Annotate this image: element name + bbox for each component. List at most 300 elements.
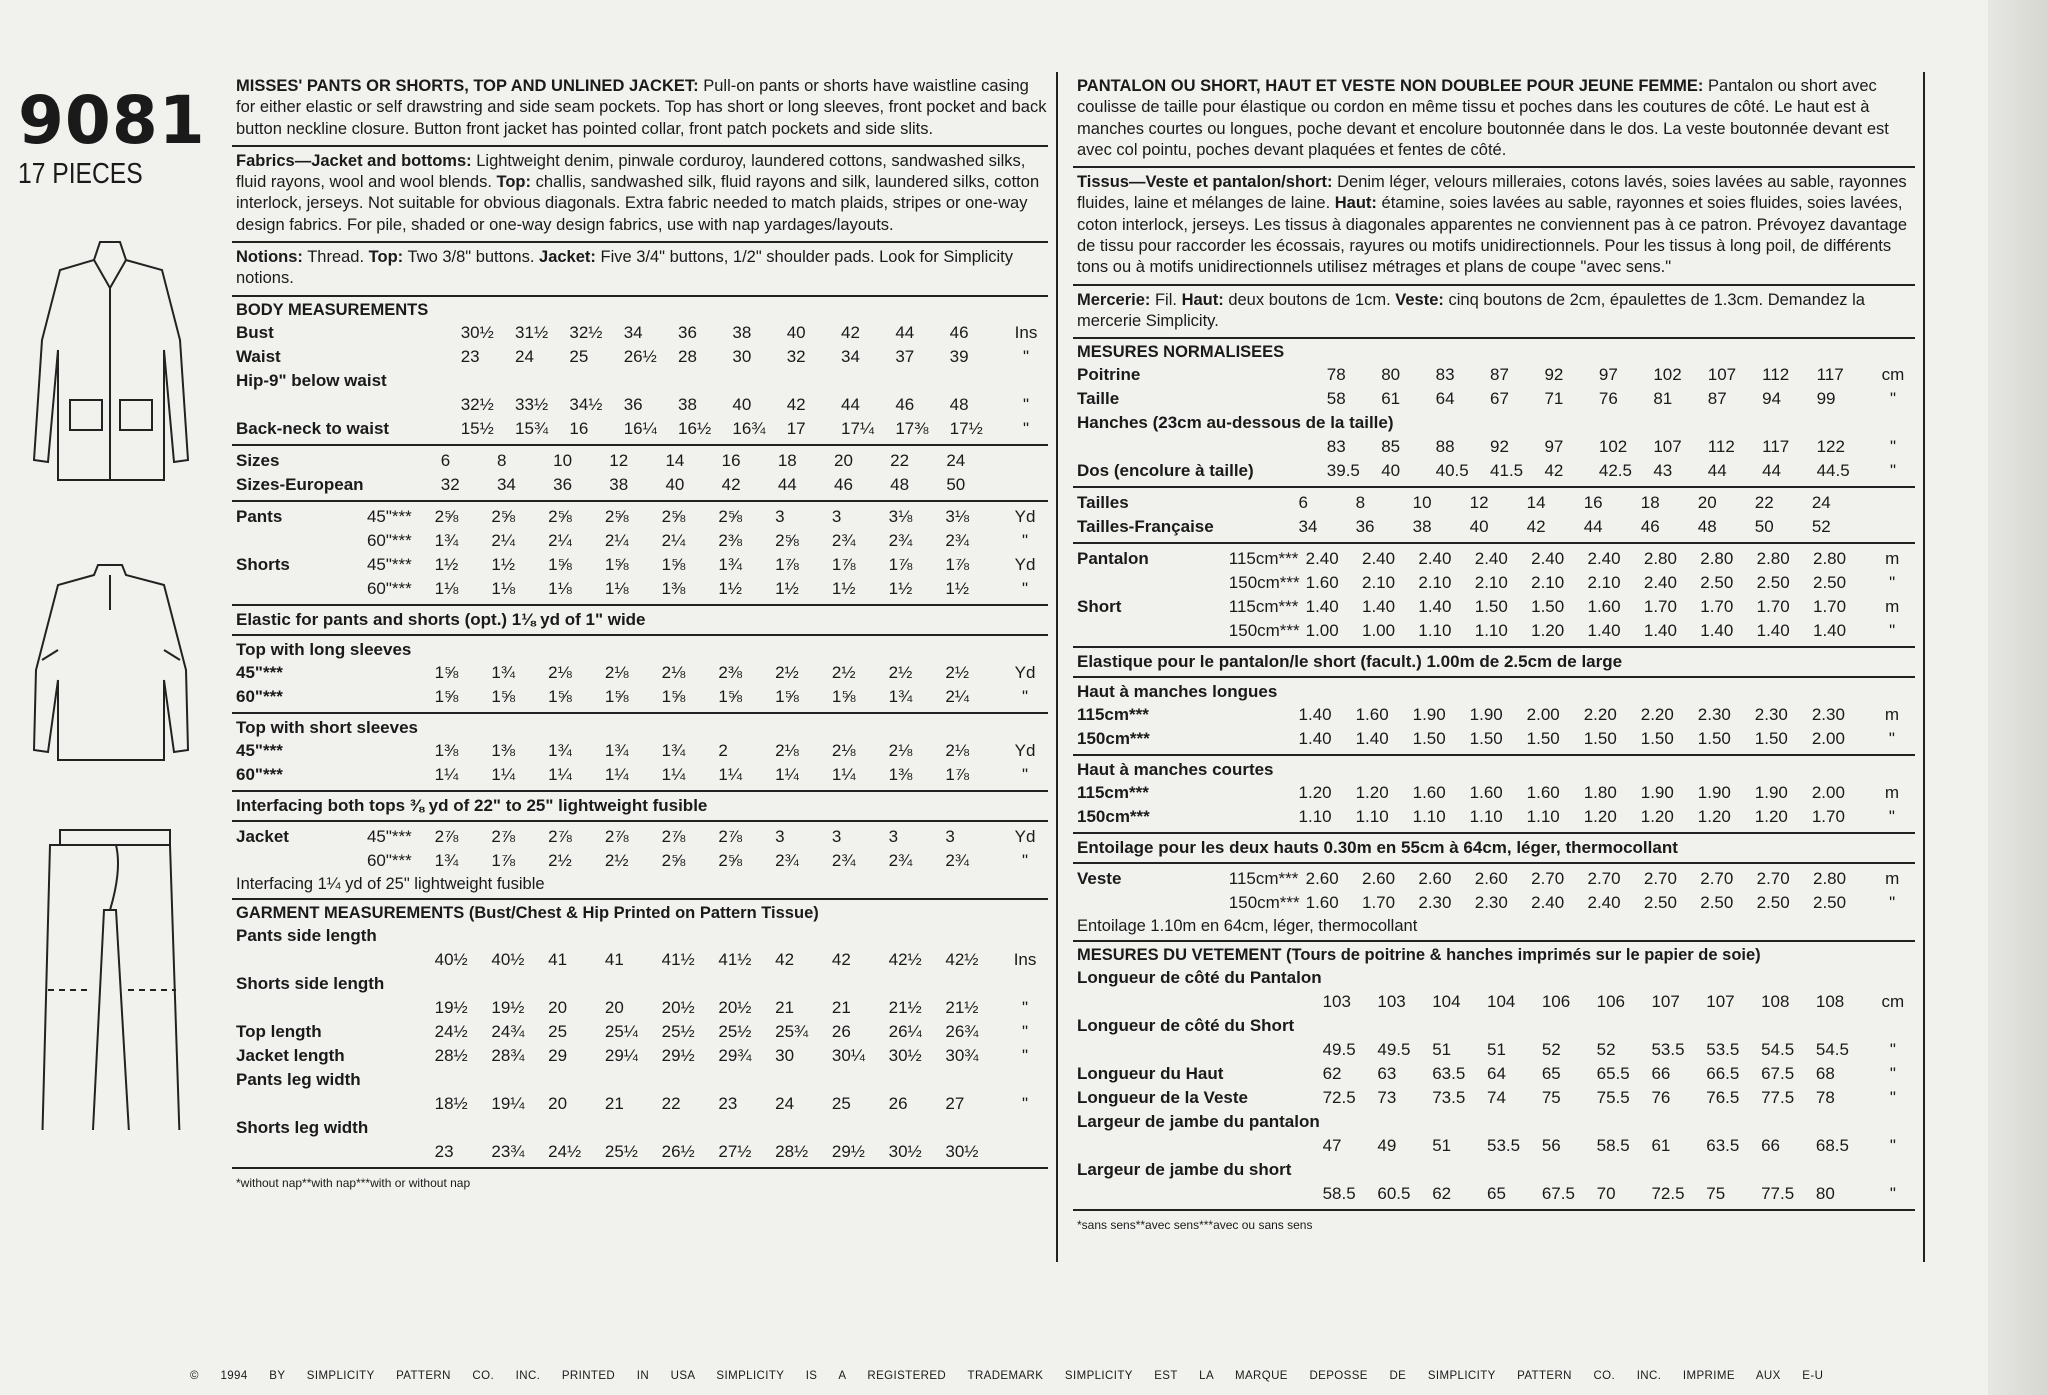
row-label: Tailles bbox=[1077, 493, 1129, 513]
table-cell: 62 bbox=[1432, 1184, 1452, 1204]
table-cell: 3⅛ bbox=[888, 506, 913, 526]
table-cell: 85 bbox=[1381, 437, 1401, 457]
table-cell: 102 bbox=[1598, 437, 1628, 457]
english-column bbox=[232, 72, 1058, 1262]
table-cell: 40½ bbox=[434, 949, 468, 969]
table-cell: 2½ bbox=[775, 662, 799, 682]
table-cell: 1¾ bbox=[434, 530, 459, 550]
table-cell: 20½ bbox=[661, 997, 695, 1017]
table-cell: 53.5 bbox=[1706, 1040, 1740, 1060]
table-cell: 2½ bbox=[888, 662, 913, 682]
unit-cell: m bbox=[1884, 705, 1900, 725]
table-cell: 1⅝ bbox=[434, 686, 459, 706]
row-sub: 45"*** bbox=[366, 506, 412, 526]
table-cell: 1½ bbox=[831, 578, 856, 598]
table-row bbox=[1077, 571, 1915, 595]
row-label bbox=[1077, 571, 1229, 595]
en-pants-side-label: Pants side length bbox=[236, 925, 377, 945]
table-cell: 1.70 bbox=[1811, 807, 1845, 827]
table-row bbox=[236, 449, 1048, 473]
table-cell: 2¾ bbox=[775, 850, 799, 870]
row-sub: 150cm*** bbox=[1228, 893, 1300, 913]
table-row bbox=[1077, 547, 1915, 571]
table-cell: 48 bbox=[1697, 517, 1717, 537]
french-column bbox=[1073, 72, 1925, 1262]
table-row bbox=[1077, 727, 1915, 751]
table-cell: 1⅞ bbox=[945, 764, 969, 784]
table-cell: 1.80 bbox=[1583, 783, 1617, 803]
table-cell: 1.40 bbox=[1643, 621, 1677, 641]
table-cell: 2⅝ bbox=[548, 506, 572, 526]
row-label: Jacket length bbox=[236, 1045, 345, 1065]
table-cell: 1⅝ bbox=[604, 686, 629, 706]
en-pants-shorts-yardage bbox=[232, 502, 1048, 606]
table-cell: 1.10 bbox=[1298, 807, 1332, 827]
table-cell: 1.20 bbox=[1583, 807, 1617, 827]
en-description bbox=[232, 72, 1048, 147]
table-cell: 14 bbox=[665, 450, 685, 470]
table-cell: 1⅛ bbox=[491, 578, 515, 598]
en-garment-title: GARMENT MEASUREMENTS (Bust/Chest & Hip Printed on Pattern Tissue) bbox=[236, 903, 819, 922]
row-label: Taille bbox=[1077, 389, 1120, 409]
unit-cell: m bbox=[1885, 869, 1900, 889]
table-cell: 52 bbox=[1811, 517, 1831, 537]
table-cell: 1.20 bbox=[1754, 807, 1788, 827]
table-cell: 1.60 bbox=[1412, 783, 1446, 803]
table-row bbox=[236, 1140, 1048, 1164]
en-notions bbox=[232, 243, 1048, 297]
table-row bbox=[236, 321, 1048, 345]
table-cell: 65.5 bbox=[1596, 1064, 1630, 1084]
table-cell: 2.10 bbox=[1587, 573, 1621, 593]
table-cell: 2.00 bbox=[1811, 729, 1845, 749]
table-cell: 14 bbox=[1526, 493, 1546, 513]
table-cell: 1¼ bbox=[831, 764, 856, 784]
table-cell: 2¼ bbox=[548, 530, 572, 550]
fr-top-long-label: Haut à manches longues bbox=[1077, 682, 1278, 702]
row-label: 60"*** bbox=[236, 686, 283, 706]
table-cell: 44 bbox=[841, 394, 860, 414]
unit-cell: " bbox=[1889, 621, 1896, 641]
table-cell: 80 bbox=[1381, 365, 1401, 385]
unit-cell: " bbox=[1889, 1136, 1896, 1156]
table-row bbox=[1077, 703, 1915, 727]
table-cell: 19½ bbox=[491, 997, 525, 1017]
table-cell: 1.70 bbox=[1756, 597, 1790, 617]
table-cell: 2⅞ bbox=[548, 826, 572, 846]
table-row bbox=[236, 661, 1048, 685]
row-label bbox=[236, 996, 367, 1020]
table-row bbox=[1077, 1014, 1915, 1038]
fr-garment-table bbox=[1077, 966, 1915, 1206]
table-cell: 1⅞ bbox=[775, 554, 799, 574]
table-cell: 2⅝ bbox=[775, 530, 799, 550]
table-cell: 87 bbox=[1490, 365, 1509, 385]
table-cell: 25½ bbox=[661, 1021, 695, 1041]
en-elastic bbox=[232, 606, 1048, 636]
row-label: 45"*** bbox=[236, 662, 283, 682]
table-cell: 80 bbox=[1815, 1184, 1835, 1204]
table-cell: 66 bbox=[1651, 1064, 1671, 1084]
table-cell: 44.5 bbox=[1816, 461, 1850, 481]
unit-cell: " bbox=[1889, 1064, 1896, 1084]
row-label bbox=[1077, 435, 1262, 459]
table-cell: 1⅝ bbox=[718, 686, 742, 706]
table-cell: 2⅛ bbox=[661, 662, 686, 682]
table-cell: 46 bbox=[949, 322, 969, 342]
row-label bbox=[236, 1140, 367, 1164]
en-top-long-yardage bbox=[232, 636, 1048, 714]
row-sub bbox=[374, 473, 441, 497]
row-sub: 60"*** bbox=[366, 578, 412, 598]
table-cell: 30¼ bbox=[831, 1045, 865, 1065]
table-cell: 106 bbox=[1596, 992, 1626, 1012]
row-label bbox=[1077, 990, 1257, 1014]
table-cell: 2⅝ bbox=[604, 506, 629, 526]
table-cell: 1.20 bbox=[1531, 621, 1565, 641]
table-row bbox=[1077, 1182, 1915, 1206]
row-sub bbox=[396, 417, 461, 441]
table-cell: 70 bbox=[1596, 1184, 1616, 1204]
table-cell: 1.60 bbox=[1469, 783, 1503, 803]
pattern-pieces-count: 17 PIECES bbox=[18, 158, 143, 190]
table-cell: 1¼ bbox=[661, 764, 686, 784]
table-cell: 1.00 bbox=[1305, 621, 1339, 641]
table-cell: 107 bbox=[1653, 437, 1682, 457]
table-row bbox=[236, 996, 1048, 1020]
table-row bbox=[1077, 805, 1915, 829]
table-row bbox=[236, 345, 1048, 369]
table-cell: 58.5 bbox=[1596, 1136, 1630, 1156]
table-cell: 2⅞ bbox=[718, 826, 742, 846]
fr-top-short-yardage bbox=[1073, 756, 1915, 834]
table-row bbox=[1077, 891, 1915, 915]
fr-interfacing-tops bbox=[1073, 834, 1915, 864]
table-cell: 1¾ bbox=[888, 686, 913, 706]
table-cell: 29¾ bbox=[718, 1045, 752, 1065]
table-row bbox=[236, 505, 1048, 529]
en-jacket-yardage bbox=[232, 822, 1048, 900]
table-cell: 51 bbox=[1432, 1136, 1452, 1156]
table-cell: 2.30 bbox=[1474, 893, 1508, 913]
table-cell: 44 bbox=[1707, 461, 1727, 481]
table-row bbox=[1077, 411, 1915, 435]
table-cell: 2.50 bbox=[1756, 573, 1790, 593]
pattern-number: 9081 bbox=[18, 82, 206, 159]
table-cell: 75.5 bbox=[1596, 1088, 1630, 1108]
table-cell: 18 bbox=[777, 450, 797, 470]
table-row bbox=[236, 529, 1048, 553]
en-garment-measurements bbox=[232, 900, 1048, 1169]
table-cell: 1.20 bbox=[1697, 807, 1731, 827]
table-cell: 16¾ bbox=[732, 418, 766, 438]
table-cell: 25¼ bbox=[604, 1021, 638, 1041]
table-cell: 20 bbox=[548, 1093, 568, 1113]
table-cell: 2¾ bbox=[831, 850, 856, 870]
table-cell: 56 bbox=[1541, 1136, 1561, 1156]
table-cell: 20½ bbox=[718, 997, 752, 1017]
table-cell: 65 bbox=[1487, 1184, 1506, 1204]
fr-jacket-yardage bbox=[1073, 864, 1915, 942]
unit-cell: " bbox=[1889, 1184, 1896, 1204]
en-top-long-label: Top with long sleeves bbox=[236, 639, 412, 659]
table-cell: 2.30 bbox=[1697, 705, 1731, 725]
table-cell: 2⅜ bbox=[718, 530, 742, 550]
table-cell: 1½ bbox=[491, 554, 515, 574]
table-cell: 1½ bbox=[945, 578, 969, 598]
unit-cell: " bbox=[1022, 764, 1029, 784]
unit-cell: " bbox=[1888, 729, 1895, 749]
row-label bbox=[1077, 619, 1229, 643]
table-cell: 2.50 bbox=[1813, 573, 1847, 593]
unit-cell: Yd bbox=[1014, 662, 1036, 682]
table-cell: 37 bbox=[895, 346, 915, 366]
table-cell: 53.5 bbox=[1487, 1136, 1521, 1156]
row-sub bbox=[367, 661, 435, 685]
table-cell: 2¾ bbox=[945, 530, 969, 550]
unit-cell: m bbox=[1884, 783, 1900, 803]
table-row bbox=[236, 473, 1048, 497]
row-label: Longueur de la Veste bbox=[1077, 1088, 1248, 1108]
table-row bbox=[1077, 1086, 1915, 1110]
table-cell: 76.5 bbox=[1706, 1088, 1740, 1108]
table-cell: 1⅞ bbox=[888, 554, 913, 574]
table-cell: 1¾ bbox=[434, 850, 459, 870]
table-cell: 20 bbox=[548, 997, 568, 1017]
table-cell: 94 bbox=[1762, 389, 1782, 409]
table-cell: 2.60 bbox=[1305, 869, 1339, 889]
row-label: Back-neck to waist bbox=[236, 418, 390, 438]
table-cell: 54.5 bbox=[1815, 1040, 1849, 1060]
en-top-short-yardage bbox=[232, 714, 1048, 792]
table-cell: 19¼ bbox=[491, 1093, 525, 1113]
table-cell: 1⅞ bbox=[491, 850, 515, 870]
table-cell: 1.90 bbox=[1754, 783, 1788, 803]
table-cell: 42 bbox=[831, 949, 851, 969]
table-cell: 34 bbox=[623, 322, 643, 342]
table-cell: 32½ bbox=[569, 322, 603, 342]
table-cell: 1.50 bbox=[1469, 729, 1503, 749]
unit-cell: " bbox=[1022, 394, 1030, 414]
fr-fabrics-top-body: étamine, soies lavées au sable, rayonnes et soies fluides, soies lavées, coton interlock, jerseys. Les tissus à diagonales apparentes ne conviennent pas à ce patron. Prévoyez davantage de tissu pour raccorder les écossais, rayures ou motifs unidirectionnels. Pour les tissus à long poil, de différents tons ou à motifs unidirectionnels utilisez métrages et plans de coupe "avec sens." bbox=[1077, 194, 1908, 277]
table-row bbox=[236, 553, 1048, 577]
en-hip-label: Hip-9" below waist bbox=[236, 370, 387, 390]
table-cell: 21½ bbox=[888, 997, 922, 1017]
table-cell: 1⅝ bbox=[491, 686, 515, 706]
row-label bbox=[236, 948, 367, 972]
table-cell: 2⅛ bbox=[888, 740, 913, 760]
en-fabrics-title: Fabrics—Jacket and bottoms: bbox=[236, 151, 472, 170]
table-cell: 71 bbox=[1544, 389, 1564, 409]
en-notions-jacket-body: Five 3/4" buttons, 1/2" shoulder pads. Look for Simplicity notions. bbox=[236, 248, 1013, 288]
table-cell: 19½ bbox=[434, 997, 468, 1017]
table-row bbox=[1077, 867, 1915, 891]
table-cell: 44 bbox=[895, 322, 915, 342]
table-cell: 1⅜ bbox=[661, 578, 686, 598]
en-footnote: *without nap**with nap***with or without nap bbox=[236, 1175, 471, 1190]
table-cell: 17 bbox=[786, 418, 806, 438]
table-cell: 63.5 bbox=[1706, 1136, 1740, 1156]
table-cell: 2.60 bbox=[1474, 869, 1508, 889]
row-label: 115cm*** bbox=[1077, 705, 1149, 725]
table-cell: 65 bbox=[1541, 1064, 1561, 1084]
table-cell: 30½ bbox=[888, 1045, 922, 1065]
row-label bbox=[1077, 1134, 1257, 1158]
table-cell: 2¼ bbox=[604, 530, 629, 550]
table-cell: 75 bbox=[1541, 1088, 1561, 1108]
row-sub bbox=[396, 393, 461, 417]
table-cell: 1.50 bbox=[1754, 729, 1788, 749]
table-row bbox=[236, 685, 1048, 709]
table-cell: 1¼ bbox=[434, 764, 459, 784]
en-top-short-label: Top with short sleeves bbox=[236, 717, 419, 737]
table-cell: 2.70 bbox=[1531, 869, 1565, 889]
table-cell: 1.10 bbox=[1412, 807, 1446, 827]
row-label: Sizes bbox=[236, 450, 280, 470]
fr-body-table bbox=[1077, 363, 1915, 483]
table-cell: 97 bbox=[1544, 437, 1564, 457]
table-cell: 2½ bbox=[548, 850, 572, 870]
table-cell: 38 bbox=[732, 322, 752, 342]
table-cell: 1¾ bbox=[661, 740, 686, 760]
unit-cell: Yd bbox=[1014, 506, 1036, 526]
table-cell: 8 bbox=[1355, 493, 1366, 513]
table-cell: 15½ bbox=[460, 418, 494, 438]
fr-pants-leg-label: Largeur de jambe du pantalon bbox=[1077, 1112, 1320, 1132]
table-row bbox=[1077, 619, 1915, 643]
table-cell: 28½ bbox=[775, 1141, 809, 1161]
en-pants-leg-label: Pants leg width bbox=[236, 1069, 361, 1089]
table-cell: 63.5 bbox=[1432, 1064, 1466, 1084]
table-cell: 81 bbox=[1653, 389, 1673, 409]
table-cell: 2.40 bbox=[1531, 893, 1565, 913]
table-cell: 2½ bbox=[604, 850, 629, 870]
table-cell: 20 bbox=[833, 450, 853, 470]
table-row bbox=[236, 1020, 1048, 1044]
table-cell: 2.80 bbox=[1700, 549, 1734, 569]
table-cell: 1½ bbox=[434, 554, 459, 574]
table-cell: 1⅝ bbox=[775, 686, 799, 706]
table-cell: 1.40 bbox=[1700, 621, 1734, 641]
table-row bbox=[236, 739, 1048, 763]
table-cell: 50 bbox=[946, 474, 966, 494]
en-shorts-leg-label: Shorts leg width bbox=[236, 1117, 369, 1137]
table-cell: 107 bbox=[1707, 365, 1737, 385]
row-sub: 45"*** bbox=[366, 554, 412, 574]
table-cell: 92 bbox=[1490, 437, 1509, 457]
table-cell: 27 bbox=[945, 1093, 965, 1113]
row-sub: 45"*** bbox=[366, 826, 412, 846]
table-cell: 24 bbox=[1811, 493, 1831, 513]
row-sub bbox=[1231, 781, 1299, 805]
table-cell: 1.50 bbox=[1474, 597, 1508, 617]
table-cell: 48 bbox=[949, 394, 969, 414]
table-cell: 103 bbox=[1377, 992, 1406, 1012]
table-cell: 42 bbox=[786, 394, 806, 414]
table-cell: 46 bbox=[833, 474, 853, 494]
table-cell: 1.50 bbox=[1697, 729, 1731, 749]
table-cell: 64 bbox=[1487, 1064, 1506, 1084]
fr-hip-label: Hanches (23cm au-dessous de la taille) bbox=[1077, 413, 1394, 433]
table-cell: 25 bbox=[569, 346, 589, 366]
fr-description-title: PANTALON OU SHORT, HAUT ET VESTE NON DOUBLEE POUR JEUNE FEMME: bbox=[1077, 77, 1704, 95]
table-cell: 2⅝ bbox=[718, 506, 742, 526]
table-cell: 49.5 bbox=[1377, 1040, 1411, 1060]
table-cell: 17½ bbox=[949, 418, 983, 438]
table-row bbox=[1077, 1062, 1915, 1086]
table-cell: 28½ bbox=[434, 1045, 468, 1065]
fr-garment-title: MESURES DU VETEMENT (Tours de poitrine & hanches imprimés sur le papier de soie) bbox=[1077, 946, 1761, 965]
table-cell: 72.5 bbox=[1322, 1088, 1356, 1108]
table-cell: 2.40 bbox=[1474, 549, 1508, 569]
fr-shorts-leg-label: Largeur de jambe du short bbox=[1077, 1160, 1292, 1180]
table-cell: 2.20 bbox=[1640, 705, 1674, 725]
table-cell: 24 bbox=[775, 1093, 795, 1113]
en-body-measurements bbox=[232, 297, 1048, 446]
fr-notions-top-body: deux boutons de 1cm. bbox=[1228, 290, 1391, 309]
table-cell: 1.10 bbox=[1469, 807, 1503, 827]
table-cell: 1.90 bbox=[1469, 705, 1503, 725]
table-cell: 2¾ bbox=[888, 850, 913, 870]
table-cell: 2¼ bbox=[945, 686, 969, 706]
table-cell: 38 bbox=[1412, 517, 1432, 537]
table-row bbox=[1077, 1038, 1915, 1062]
table-row bbox=[236, 1044, 1048, 1068]
fr-footnote: *sans sens**avec sens***avec ou sans sens bbox=[1077, 1218, 1313, 1233]
table-cell: 26¼ bbox=[888, 1021, 922, 1041]
row-sub bbox=[367, 1092, 435, 1116]
row-sub: 115cm*** bbox=[1228, 549, 1299, 569]
row-sub bbox=[1262, 363, 1327, 387]
table-row bbox=[1077, 1110, 1915, 1134]
table-cell: 2.50 bbox=[1813, 893, 1847, 913]
table-row bbox=[236, 825, 1048, 849]
row-label bbox=[236, 393, 396, 417]
table-cell: 1.20 bbox=[1355, 783, 1389, 803]
row-label: Pants bbox=[236, 506, 283, 526]
fr-notions bbox=[1073, 286, 1915, 340]
table-cell: 36 bbox=[1355, 517, 1375, 537]
row-label: 150cm*** bbox=[1077, 729, 1150, 749]
table-cell: 2¼ bbox=[661, 530, 686, 550]
fr-fabrics bbox=[1073, 168, 1915, 285]
en-notions-top-label: Top: bbox=[368, 248, 404, 267]
unit-cell: " bbox=[1022, 997, 1029, 1017]
fr-elastic bbox=[1073, 648, 1915, 678]
unit-cell: Ins bbox=[1013, 949, 1037, 969]
table-cell: 72.5 bbox=[1651, 1184, 1685, 1204]
row-sub: 150cm*** bbox=[1228, 573, 1300, 593]
en-fabrics-top-label: Top: bbox=[496, 173, 532, 192]
table-cell: 2⅝ bbox=[661, 850, 686, 870]
table-cell: 88 bbox=[1435, 437, 1455, 457]
table-cell: 104 bbox=[1487, 992, 1516, 1012]
fr-garment-measurements bbox=[1073, 942, 1915, 1211]
row-sub bbox=[396, 345, 461, 369]
row-label: Veste bbox=[1077, 869, 1122, 889]
en-description-body: Pull-on pants or shorts have waistline casing for either elastic or self drawstring and side seam pockets. Top has short or long sleeves, front pocket and back button neckline closure. Button front jacket has pointed collar, front patch pockets and side slits. bbox=[236, 77, 1047, 138]
fr-description-body: Pantalon ou short avec coulisse de taille pour élastique ou cordon en même tissu et poches dans les coutures de côté. Le haut est à manches courtes ou longues, poche devant et encolure boutonnée dans le dos. La veste boutonnée devant est avec col pointu, poches devant plaquées et fentes de côté. bbox=[1077, 77, 1889, 159]
table-cell: 52 bbox=[1596, 1040, 1616, 1060]
table-cell: 107 bbox=[1651, 992, 1680, 1012]
table-cell: 3 bbox=[775, 826, 785, 846]
table-row bbox=[236, 1092, 1048, 1116]
table-cell: 42 bbox=[721, 474, 741, 494]
table-row bbox=[236, 972, 1048, 996]
table-cell: 54.5 bbox=[1761, 1040, 1795, 1060]
unit-cell: " bbox=[1889, 1088, 1896, 1108]
table-cell: 41.5 bbox=[1490, 461, 1524, 481]
